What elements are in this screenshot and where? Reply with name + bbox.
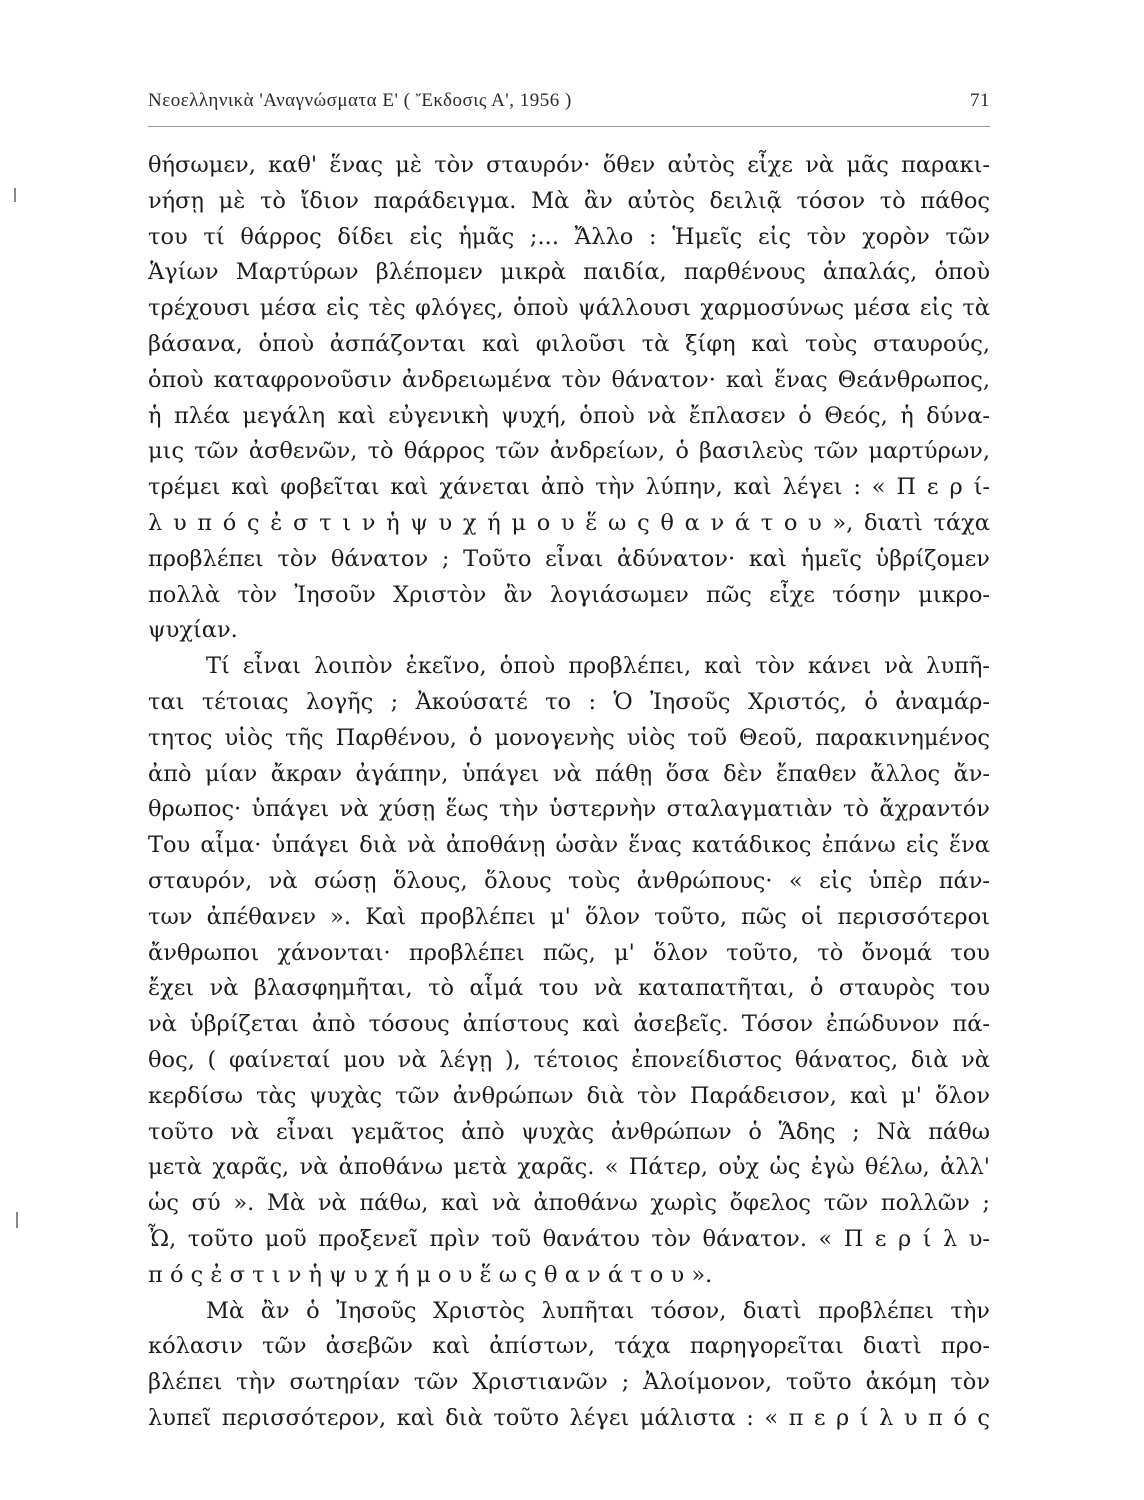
text-line: λ υ π ό ς ἐ σ τ ι ν ἡ ψ υ χ ή μ ο υ ἕ ω ς θ α ν ά τ ο υ », διατὶ τάχα [148,509,990,536]
text-line: τοῦτο νὰ εἶναι γεμᾶτος ἀπὸ ψυχὰς ἀνθρώπων ὁ Ἅδης ; Νὰ πάθω [148,1118,990,1145]
text-line: π ό ς ἐ σ τ ι ν ἡ ψ υ χ ή μ ο υ ἕ ω ς θ α ν ά τ ο υ ». [148,1261,713,1288]
text-line: βλέπει τὴν σωτηρίαν τῶν Χριστιανῶν ; Ἀλοίμονον, τοῦτο ἀκόμη τὸν [148,1369,990,1396]
text-line: Του αἷμα· ὑπάγει διὰ νὰ ἀποθάνῃ ὡσὰν ἕνας κατάδικος ἐπάνω εἰς ἕνα [148,832,990,859]
text-line: κερδίσω τὰς ψυχὰς τῶν ἀνθρώπων διὰ τὸν Παράδεισον, καὶ μ' ὅλον [148,1082,990,1109]
text-line: Ὦ, τοῦτο μοῦ προξενεῖ πρὶν τοῦ θανάτου τὸν θάνατον. « Π ε ρ ί λ υ- [148,1225,990,1252]
text-line: τρέμει καὶ φοβεῖται καὶ χάνεται ἀπὸ τὴν λύπην, καὶ λέγει : « Π ε ρ ί- [148,474,990,501]
header-title: Νεοελληνικὰ 'Αναγνώσματα Ε' ( Ἔκδοσις Α', 1956 ) [148,90,572,111]
running-header [148,90,990,120]
text-line: θήσωμεν, καθ' ἕνας μὲ τὸν σταυρόν· ὅθεν αὐτὸς εἶχε νὰ μᾶς παρακι- [148,152,990,178]
text-line: ἀπὸ μίαν ἄκραν ἀγάπην, ὑπάγει νὰ πάθῃ ὅσα δὲν ἔπαθεν ἄλλος ἄν- [148,760,990,787]
text-line: Ἁγίων Μαρτύρων βλέπομεν μικρὰ παιδία, παρθένους ἁπαλάς, ὁποὺ [148,259,990,286]
text-line: ται τέτοιας λογῆς ; Ἀκούσατέ το : Ὁ Ἰησοῦς Χριστός, ὁ ἀναμάρ- [148,688,990,715]
text-line: προβλέπει τὸν θάνατον ; Τοῦτο εἶναι ἀδύνατον· καὶ ἡμεῖς ὑβρίζομεν [148,545,990,572]
text-line: του τί θάρρος δίδει εἰς ἡμᾶς ;... Ἄλλο : Ἡμεῖς εἰς τὸν χορὸν τῶν [148,223,990,250]
text-line: ὡς σύ ». Μὰ νὰ πάθω, καὶ νὰ ἀποθάνω χωρὶς ὄφελος τῶν πολλῶν ; [148,1190,990,1217]
page-number: 71 [970,90,990,111]
text-line: τητος υἱὸς τῆς Παρθένου, ὁ μονογενὴς υἱὸς τοῦ Θεοῦ, παρακινημένος [148,724,990,751]
text-line: ἔχει νὰ βλασφημῆται, τὸ αἷμά του νὰ καταπατῆται, ὁ σταυρὸς του [148,975,990,1002]
text-line: θος, ( φαίνεταί μου νὰ λέγῃ ), τέτοιος ἐπονείδιστος θάνατος, διὰ νὰ [148,1046,990,1073]
text-line: μετὰ χαρᾶς, νὰ ἀποθάνω μετὰ χαρᾶς. « Πάτερ, οὐχ ὡς ἐγὼ θέλω, ἀλλ' [148,1154,990,1181]
paragraph-first-line: Τί εἶναι λοιπὸν ἐκεῖνο, ὁποὺ προβλέπει, καὶ τὸν κάνει νὰ λυπῆ- [206,653,990,680]
body-text [148,148,990,1437]
text-line: σταυρόν, νὰ σώσῃ ὅλους, ὅλους τοὺς ἀνθρώπους· « εἰς ὑπὲρ πάν- [148,867,990,894]
text-line: κόλασιν τῶν ἀσεβῶν καὶ ἀπίστων, τάχα παρηγορεῖται διατὶ προ- [148,1333,990,1360]
text-line: τρέχουσι μέσα εἰς τὲς φλόγες, ὁποὺ ψάλλουσι χαρμοσύνως μέσα εἰς τὰ [148,295,990,322]
margin-mark [14,188,16,202]
text-line: νήσῃ μὲ τὸ ἴδιον παράδειγμα. Μὰ ἂν αὐτὸς δειλιᾷ τόσον τὸ πάθος [148,187,990,214]
text-line: ἡ πλέα μεγάλη καὶ εὐγενικὴ ψυχή, ὁποὺ νὰ ἔπλασεν ὁ Θεός, ἡ δύνα- [148,402,990,429]
text-line: ἄνθρωποι χάνονται· προβλέπει πῶς, μ' ὅλον τοῦτο, τὸ ὄνομά του [148,939,990,966]
text-line: βάσανα, ὁποὺ ἀσπάζονται καὶ φιλοῦσι τὰ ξίφη καὶ τοὺς σταυρούς, [148,330,990,357]
text-line: νὰ ὑβρίζεται ἀπὸ τόσους ἀπίστους καὶ ἀσεβεῖς. Τόσον ἐπώδυνον πά- [148,1011,990,1038]
header-rule [148,126,990,127]
text-line: θρωπος· ὑπάγει νὰ χύσῃ ἕως τὴν ὑστερνὴν σταλαγματιὰν τὸ ἄχραντόν [148,796,990,823]
text-line: πολλὰ τὸν Ἰησοῦν Χριστὸν ἂν λογιάσωμεν πῶς εἶχε τόσην μικρο- [148,581,990,608]
text-line: μις τῶν ἀσθενῶν, τὸ θάρρος τῶν ἀνδρείων, ὁ βασιλεὺς τῶν μαρτύρων, [148,438,990,465]
text-line: ψυχίαν. [148,617,238,644]
text-line: ὁποὺ καταφρονοῦσιν ἀνδρειωμένα τὸν θάνατον· καὶ ἕνας Θεάνθρωπος, [148,366,990,393]
text-line: λυπεῖ περισσότερον, καὶ διὰ τοῦτο λέγει μάλιστα : « π ε ρ ί λ υ π ό ς [148,1404,990,1431]
margin-mark [16,1212,18,1228]
paragraph-first-line: Μὰ ἂν ὁ Ἰησοῦς Χριστὸς λυπῆται τόσον, διατὶ προβλέπει τὴν [206,1297,990,1324]
text-line: των ἀπέθανεν ». Καὶ προβλέπει μ' ὅλον τοῦτο, πῶς οἱ περισσότεροι [148,903,990,930]
